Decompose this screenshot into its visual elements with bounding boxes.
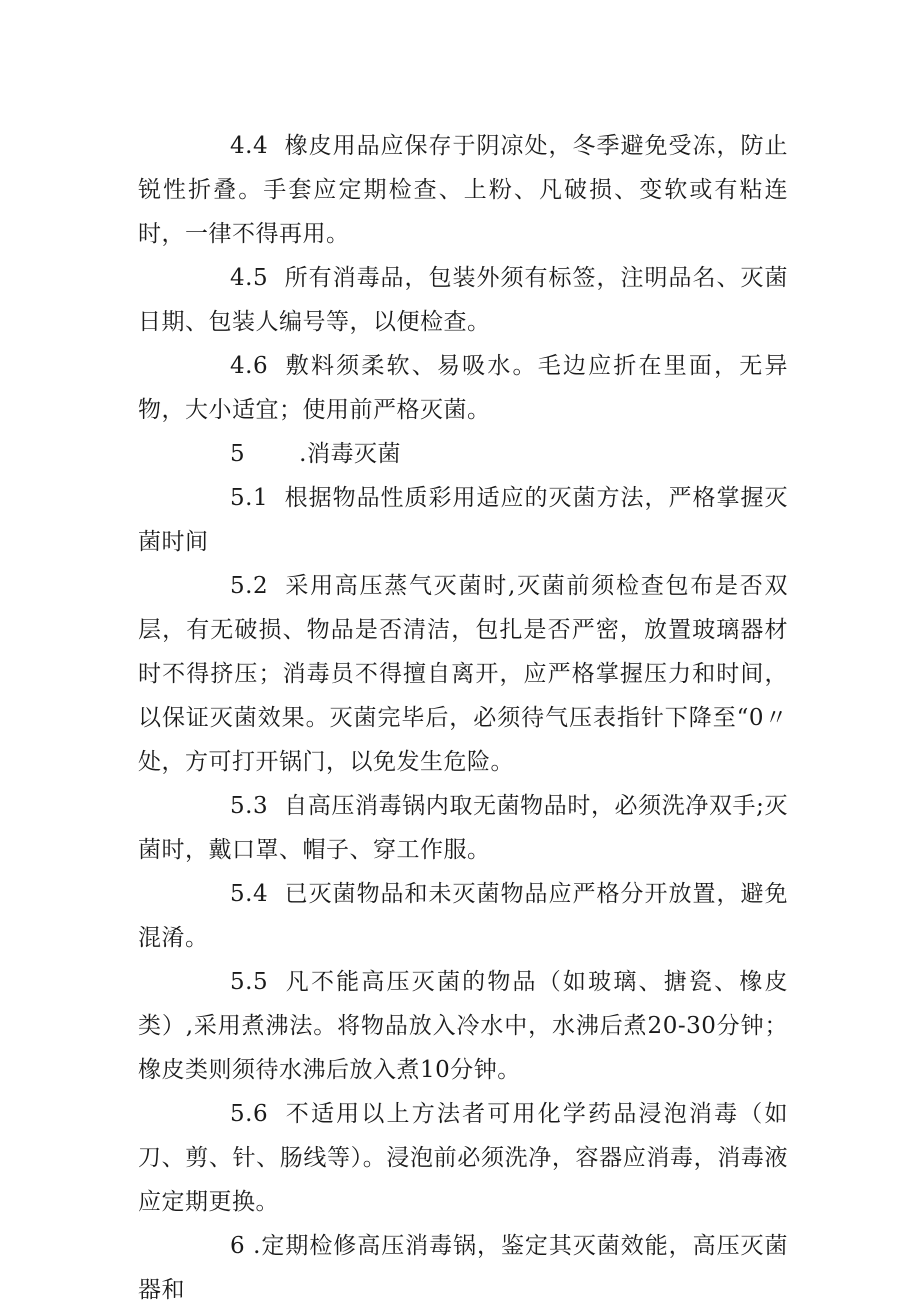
paragraph-5-6: [138, 1092, 788, 1224]
paragraph-5-2: [138, 564, 788, 784]
paragraph-text: 敷料须柔软、易吸水。毛边应折在里面，无异物，大小适宜；使用前严格灭菌。: [138, 353, 788, 423]
section-number: 5.2: [230, 573, 269, 599]
section-number: 6: [230, 1233, 246, 1259]
paragraph-text: 凡不能高压灭菌的物品（如玻璃、搪瓷、橡皮类）,采用煮沸法。将物品放入冷水中，水沸后煮20-30分钟；橡皮类则须待水沸后放入煮10分钟。: [138, 969, 788, 1083]
paragraph-4-6: [138, 344, 788, 432]
section-number: 5: [230, 441, 246, 467]
paragraph-text: 已灭菌物品和未灭菌物品应严格分开放置，避免混淆。: [138, 881, 788, 951]
paragraph-text: 自高压消毒锅内取无菌物品时，必须洗净双手;灭菌时，戴口罩、帽子、穿工作服。: [138, 793, 788, 863]
section-number: 4.4: [230, 133, 269, 159]
paragraph-5-5: [138, 960, 788, 1092]
section-number: 5.4: [230, 881, 269, 907]
paragraph-5-1: [138, 476, 788, 564]
paragraph-text: .定期检修高压消毒锅，鉴定其灭菌效能，高压灭菌器和: [138, 1233, 788, 1303]
section-title: .消毒灭菌: [299, 441, 401, 467]
section-number: 5.5: [230, 969, 269, 995]
section-number: 5.1: [230, 485, 269, 511]
document-body: [138, 124, 788, 1312]
paragraph-4-4: [138, 124, 788, 256]
paragraph-text: 不适用以上方法者可用化学药品浸泡消毒（如刀、剪、针、肠线等）。浸泡前必须洗净，容器应消毒，消毒液应定期更换。: [138, 1101, 788, 1215]
paragraph-text: 采用高压蒸气灭菌时,灭菌前须检查包布是否双层，有无破损、物品是否清洁，包扎是否严密，放置玻璃器材时不得挤压；消毒员不得擅自离开，应严格掌握压力和时间，以保证灭菌效果。灭菌完毕后，必须待气压表指针下降至“0〃处，方可打开锅门，以免发生危险。: [138, 573, 788, 775]
section-number: 5.3: [230, 793, 269, 819]
section-number: 4.6: [230, 353, 269, 379]
paragraph-5-4: [138, 872, 788, 960]
paragraph-text: 所有消毒品，包装外须有标签，注明品名、灭菌日期、包装人编号等，以便检查。: [138, 265, 788, 335]
section-heading-5: [138, 432, 788, 476]
section-number: 4.5: [230, 265, 269, 291]
paragraph-text: 根据物品性质彩用适应的灭菌方法，严格掌握灭菌时间: [138, 485, 788, 555]
section-number: 5.6: [230, 1101, 269, 1127]
paragraph-4-5: [138, 256, 788, 344]
paragraph-5-3: [138, 784, 788, 872]
paragraph-text: 橡皮用品应保存于阴凉处，冬季避免受冻，防止锐性折叠。手套应定期检查、上粉、凡破损、变软或有粘连时，一律不得再用。: [138, 133, 788, 247]
paragraph-6: [138, 1224, 788, 1312]
